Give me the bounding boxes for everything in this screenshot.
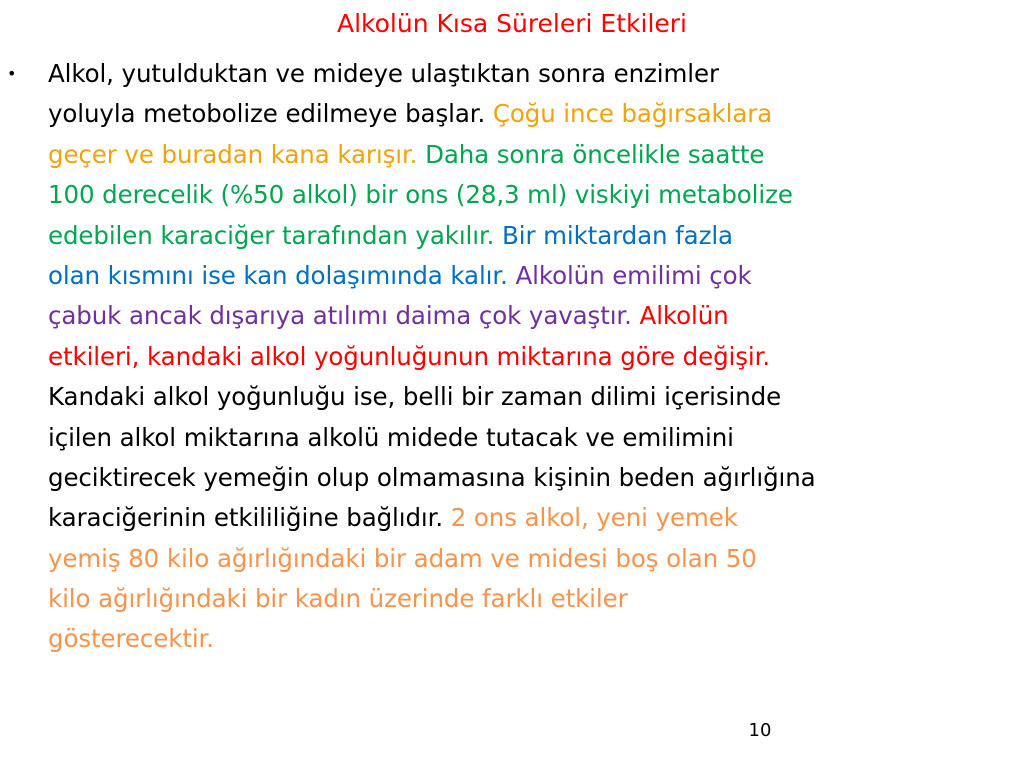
bullet-marker: • xyxy=(7,64,17,83)
text-line xyxy=(48,539,1018,579)
text-line xyxy=(48,619,1018,659)
text-segment: edebilen karaciğer tarafından yakılır. xyxy=(48,220,503,250)
text-segment: Alkolün xyxy=(639,301,729,331)
slide-title: Alkolün Kısa Süreleri Etkileri xyxy=(336,9,688,38)
text-segment: Kandaki alkol yoğunluğu ise, belli bir zaman dilimi içerisinde xyxy=(48,382,782,412)
text-segment: Alkol, yutulduktan ve mideye ulaştıktan sonra enzimler xyxy=(48,59,719,88)
text-line xyxy=(48,216,1018,256)
text-segment: 100 derecelik (%50 alkol) bir ons (28,3 ml) viskiyi metabolize xyxy=(48,180,793,210)
text-segment: yemiş 80 kilo ağırlığındaki bir adam ve midesi boş olan 50 xyxy=(48,543,757,573)
text-line xyxy=(48,54,1018,94)
text-line xyxy=(48,498,1018,538)
text-line xyxy=(48,377,1018,417)
text-line xyxy=(48,135,1018,175)
text-segment: olan kısmını ise kan dolaşımında kalır. xyxy=(48,260,516,290)
text-segment: etkileri, kandaki alkol yoğunluğunun miktarına göre değişir. xyxy=(48,341,771,371)
text-segment: karaciğerinin etkililiğine bağlıdır. xyxy=(48,503,451,533)
text-line xyxy=(48,94,1018,134)
text-line xyxy=(48,579,1018,619)
text-line xyxy=(48,296,1018,336)
page-number: 10 xyxy=(748,720,772,741)
text-segment: yoluyla metobolize edilmeye başlar. xyxy=(48,99,493,129)
text-segment: gösterecektir. xyxy=(48,624,214,654)
text-line xyxy=(48,458,1018,498)
text-segment: geçer ve buradan kana karışır. xyxy=(48,139,426,169)
text-segment: kilo ağırlığındaki bir kadın üzerinde farklı etkiler xyxy=(48,584,628,614)
text-segment: 2 ons alkol, yeni yemek xyxy=(450,503,738,533)
text-segment: içilen alkol miktarına alkolü midede tutacak ve emilimini xyxy=(48,422,734,452)
text-line xyxy=(48,256,1018,296)
text-line xyxy=(48,418,1018,458)
text-line xyxy=(48,337,1018,377)
bullet-paragraph xyxy=(48,54,1018,660)
text-segment: Alkolün emilimi çok xyxy=(515,260,752,290)
text-line xyxy=(48,175,1018,215)
text-segment: Daha sonra öncelikle saatte xyxy=(425,139,765,169)
text-segment: çabuk ancak dışarıya atılımı daima çok yavaştır. xyxy=(48,301,640,331)
text-segment: Çoğu ince bağırsaklara xyxy=(492,99,773,129)
text-segment: geciktirecek yemeğin olup olmamasına kişinin beden ağırlığına xyxy=(48,462,816,492)
text-segment: Bir miktardan fazla xyxy=(502,220,733,250)
